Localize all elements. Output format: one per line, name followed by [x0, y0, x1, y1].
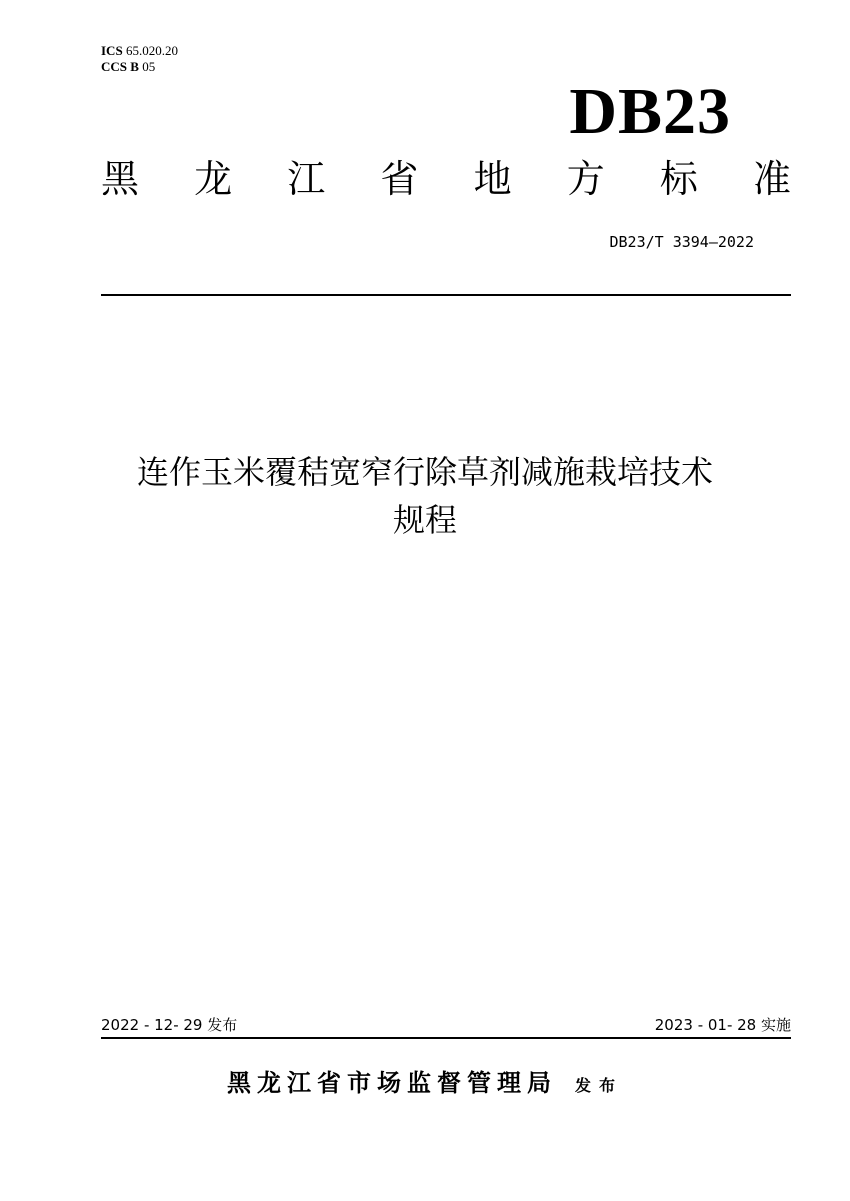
title-line-1: 连作玉米覆秸宽窄行除草剂减施栽培技术: [136, 453, 713, 491]
standard-type-char: 方: [566, 157, 605, 201]
standard-type-char: 准: [752, 157, 791, 201]
publish-date: 2022 - 12- 29 发布: [101, 1016, 238, 1034]
standard-type-char: 江: [287, 157, 326, 201]
standard-type-char: 标: [659, 157, 698, 201]
standard-type: [101, 155, 791, 203]
standard-type-char: 黑: [101, 157, 140, 201]
standard-code: DB23: [569, 75, 731, 148]
ics-code: ICS 65.020.20: [101, 43, 178, 58]
standard-type-char: 龙: [194, 157, 233, 201]
date-row: [101, 1014, 791, 1036]
ccs-code: CCS B 05: [101, 59, 156, 74]
bottom-divider: [101, 1037, 791, 1039]
standard-type-char: 地: [473, 157, 512, 201]
implement-date: 2023 - 01- 28 实施: [654, 1016, 791, 1034]
issue-action: 发布: [574, 1076, 623, 1095]
standard-type-char: 省: [380, 157, 419, 201]
issuer-line: [0, 1067, 850, 1102]
title-line-2: 规程: [392, 501, 457, 539]
document-title: [60, 448, 790, 544]
top-divider: [101, 294, 791, 296]
issuing-organization: 黑龙江省市场监督管理局: [226, 1068, 557, 1097]
classification-codes: [101, 43, 178, 75]
standard-number: DB23/T 3394—2022: [609, 233, 754, 251]
